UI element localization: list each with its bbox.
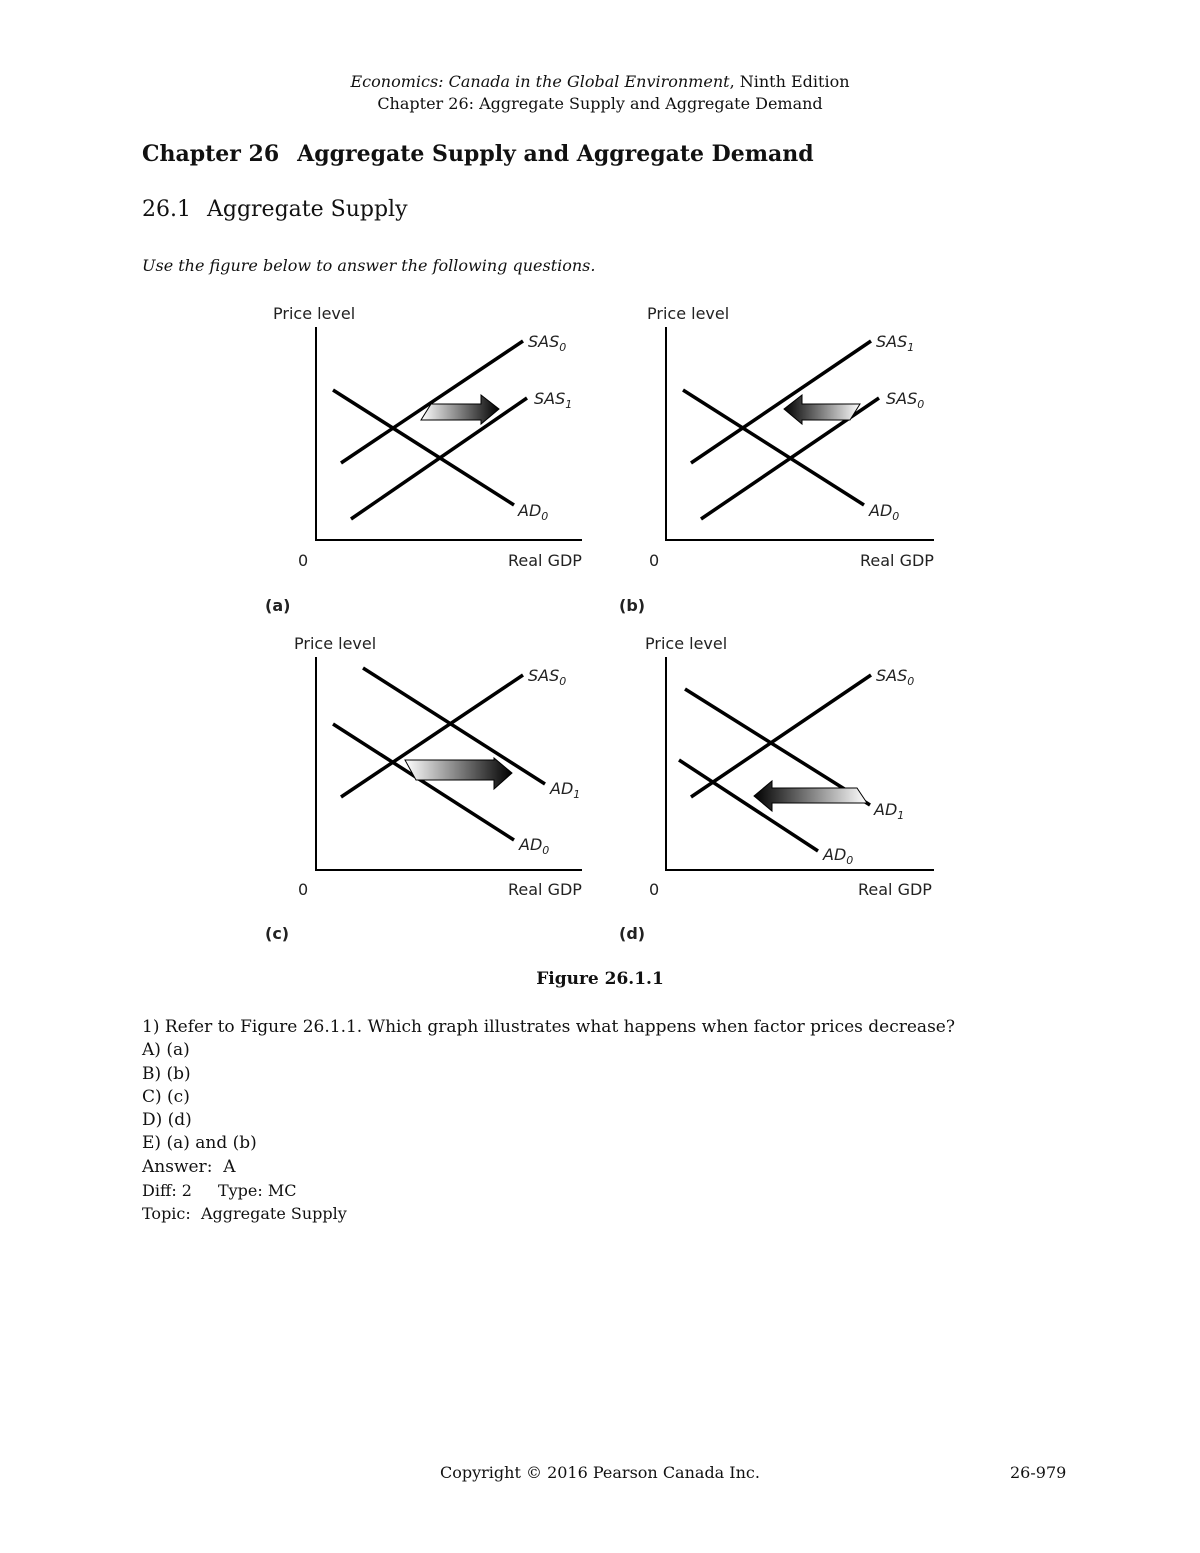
ad-curve (679, 760, 818, 851)
shift-arrow (784, 395, 860, 424)
answer-option: C) (c) (142, 1086, 190, 1107)
shift-arrow (405, 758, 512, 789)
running-header-chapter: Chapter 26: Aggregate Supply and Aggregate Demand (377, 94, 823, 113)
panel-b (619, 304, 934, 615)
sas-curve (691, 675, 871, 797)
curve-label: $SAS_1$ (876, 332, 915, 354)
figure-caption: Figure 26.1.1 (536, 969, 664, 989)
x-axis-label: Real GDP (858, 880, 932, 899)
x-axis-label: Real GDP (508, 551, 582, 570)
answer-option: E) (a) and (b) (142, 1133, 257, 1154)
chapter-number: Chapter 26 (142, 141, 280, 167)
curve-label: $AD_0$ (518, 501, 549, 523)
curve-label: $SAS_0$ (528, 332, 567, 354)
curve-label: $SAS_0$ (886, 389, 925, 411)
answer-key: Answer: A (142, 1156, 236, 1177)
curve-label: $AD_1$ (874, 800, 905, 822)
curve-label: $SAS_0$ (876, 666, 915, 688)
curve-label: $AD_0$ (869, 501, 900, 523)
copyright-footer: Copyright © 2016 Pearson Canada Inc. (440, 1463, 760, 1482)
question-block (142, 1016, 955, 1226)
sas-curve (341, 341, 523, 463)
section-title: Aggregate Supply (206, 197, 408, 222)
y-axis-label: Price level (647, 304, 730, 323)
answer-option: D) (d) (142, 1110, 192, 1131)
x-axis-label: Real GDP (508, 880, 582, 899)
panel-tag: (c) (265, 924, 290, 943)
origin-label: 0 (298, 880, 309, 899)
panel-a (265, 304, 582, 615)
curve-label: $AD_1$ (550, 779, 581, 801)
panel-tag: (b) (619, 596, 646, 615)
origin-label: 0 (649, 551, 660, 570)
x-axis-label: Real GDP (860, 551, 934, 570)
difficulty: Diff: 2 (142, 1181, 192, 1201)
origin-label: 0 (649, 880, 660, 899)
question-type: Type: MC (217, 1181, 297, 1201)
question-meta (142, 1179, 955, 1202)
panel-tag: (a) (265, 596, 291, 615)
page-number: 26-979 (1010, 1463, 1067, 1482)
panel-tag: (d) (619, 924, 646, 943)
panel-d (619, 634, 934, 943)
curve-label: $AD_0$ (823, 845, 854, 867)
curve-label: $SAS_0$ (528, 666, 567, 688)
question-stem: 1) Refer to Figure 26.1.1. Which graph illustrates what happens when factor prices decrease? (142, 1017, 955, 1037)
axes (316, 327, 582, 540)
y-axis-label: Price level (294, 634, 377, 653)
curve-label: $AD_0$ (519, 835, 550, 857)
instruction-text: Use the figure below to answer the following questions. (142, 256, 596, 275)
axes (666, 327, 934, 540)
y-axis-label: Price level (645, 634, 728, 653)
book-edition: , Ninth Edition (729, 72, 850, 91)
answer-option: A) (a) (142, 1040, 190, 1061)
shift-arrow (754, 781, 867, 811)
y-axis-label: Price level (273, 304, 356, 323)
origin-label: 0 (298, 551, 309, 570)
sas-curve (691, 341, 871, 463)
book-title: Economics: Canada in the Global Environment (350, 72, 730, 91)
answer-option: B) (b) (142, 1063, 191, 1084)
panel-c (265, 634, 582, 943)
chapter-title: Aggregate Supply and Aggregate Demand (297, 141, 814, 167)
question-topic: Topic: Aggregate Supply (142, 1204, 347, 1224)
shift-arrow (421, 395, 499, 424)
section-number: 26.1 (142, 197, 191, 222)
curve-label: $SAS_1$ (534, 389, 573, 411)
